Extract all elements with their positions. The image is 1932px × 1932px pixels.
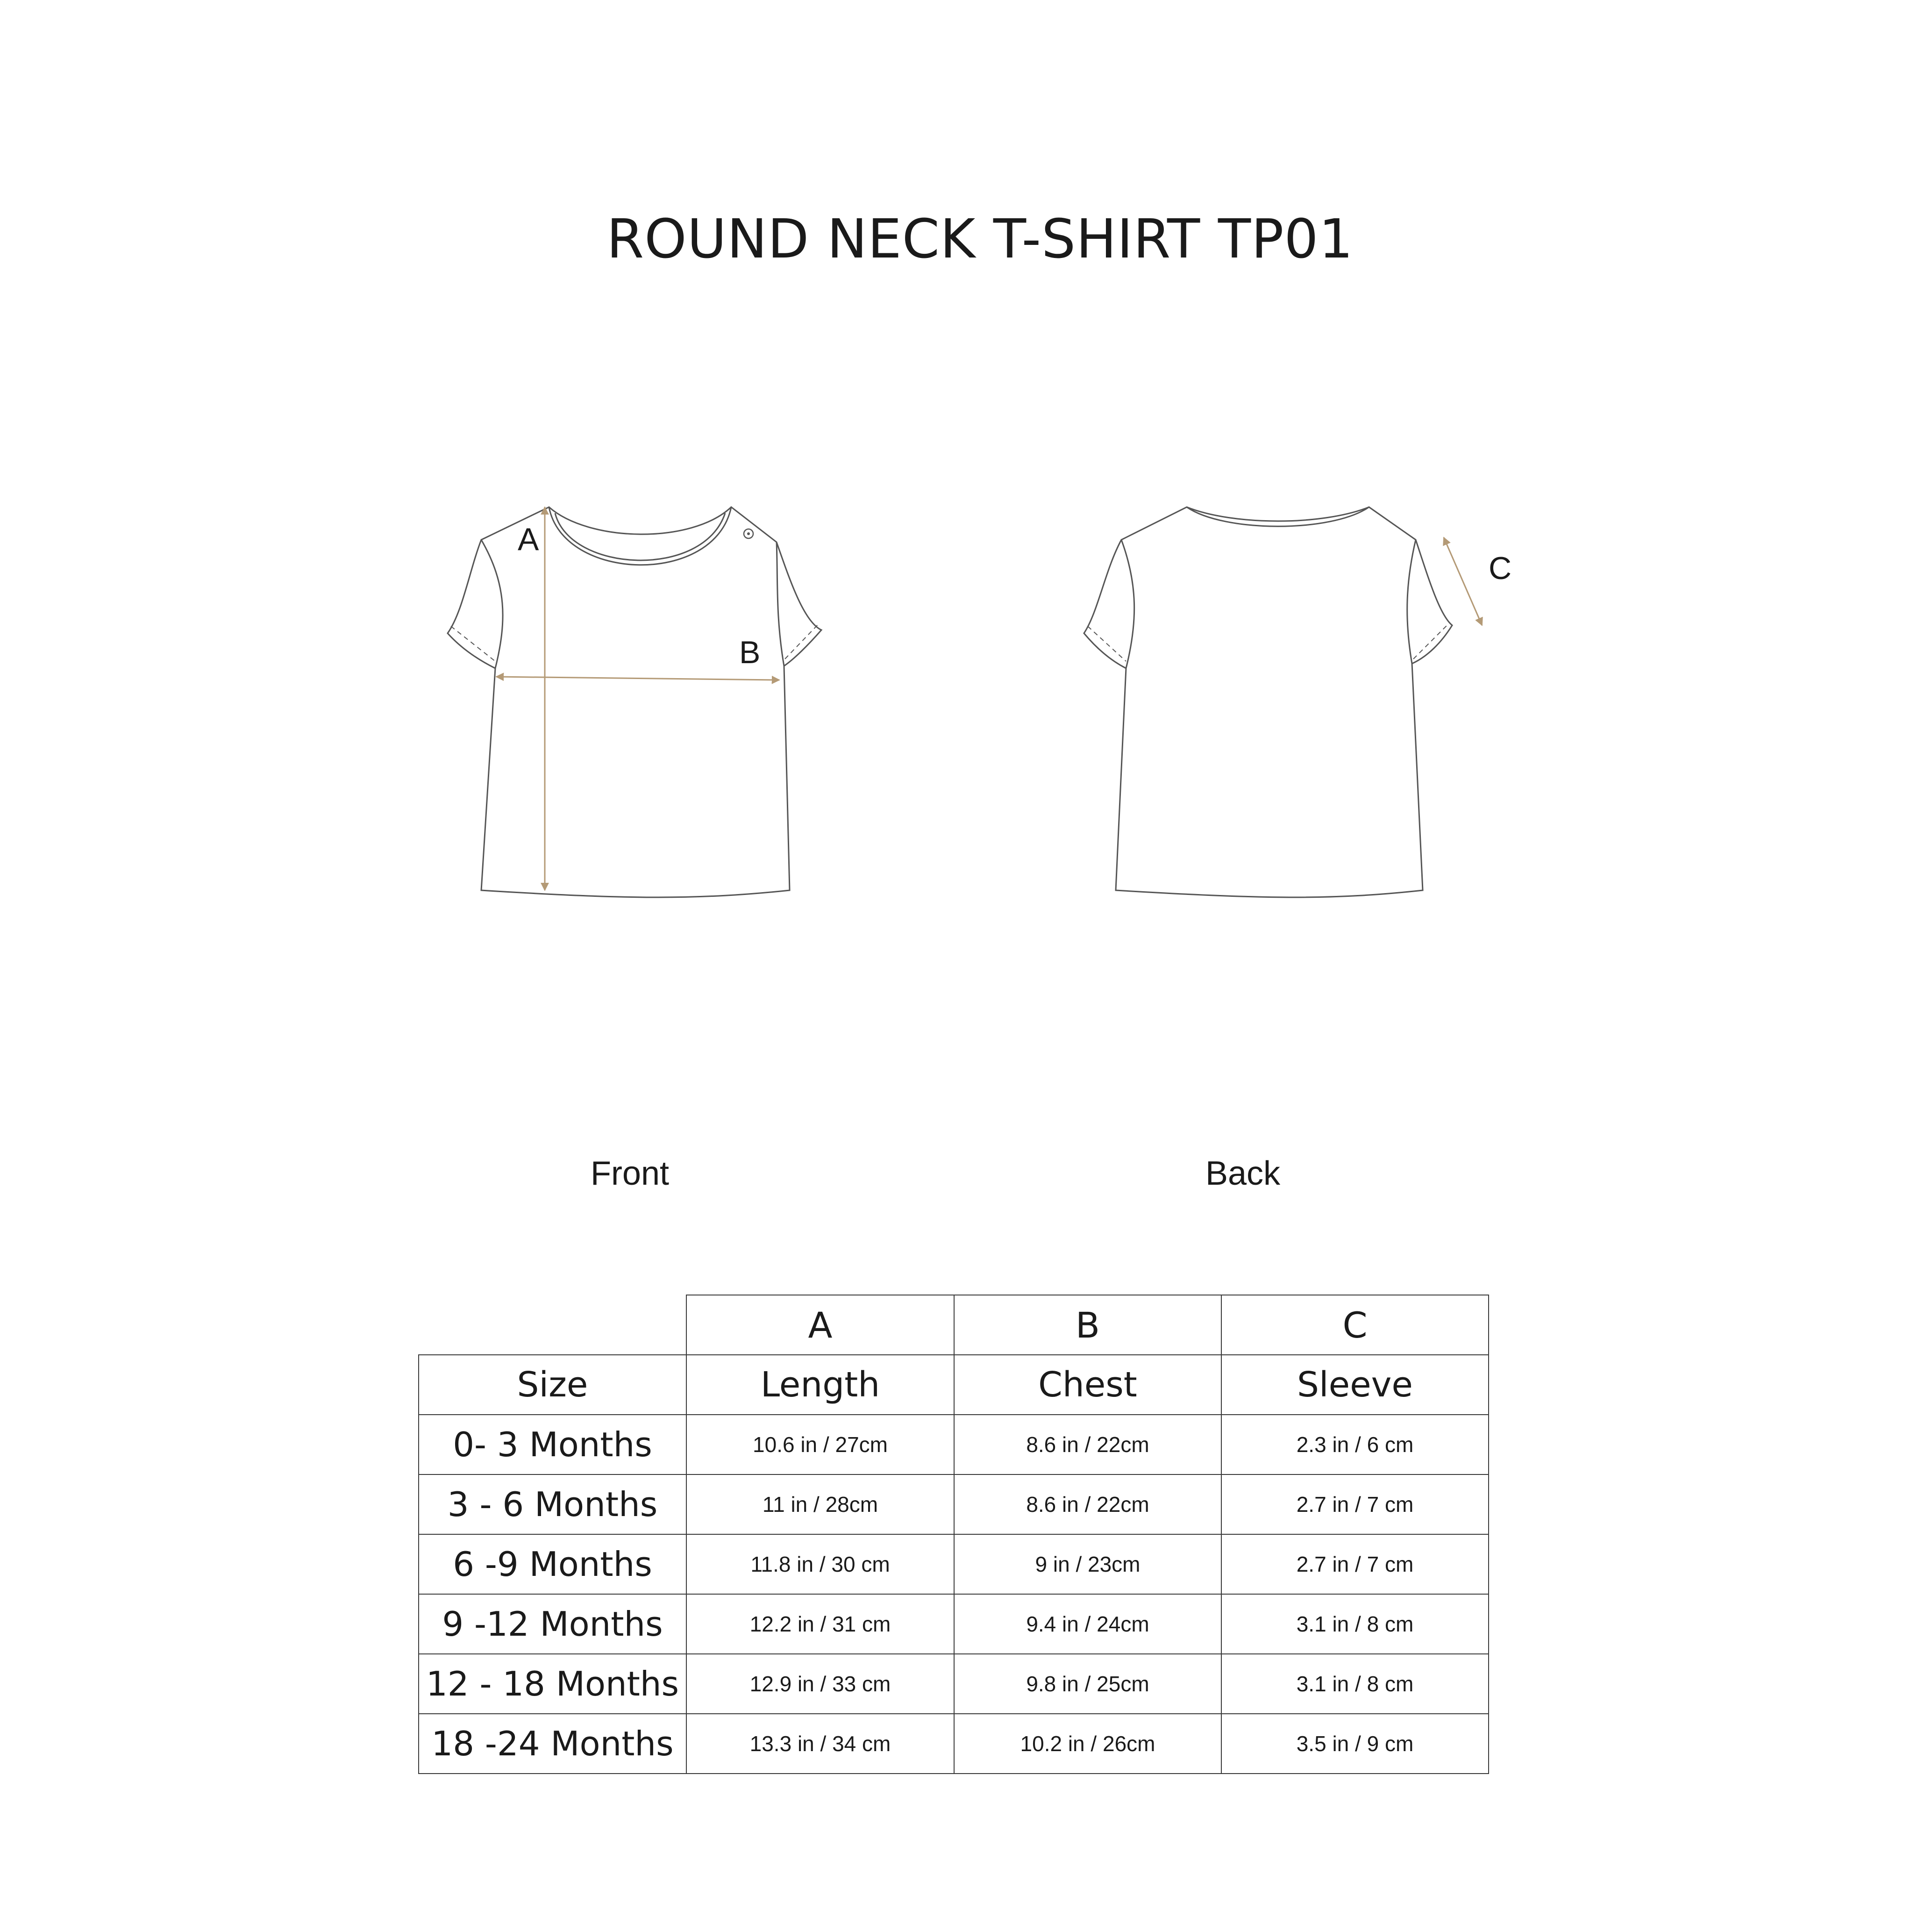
page-title-text: ROUND NECK T-SHIRT TP01 [606, 208, 1354, 271]
column-header-length: Length [686, 1355, 954, 1415]
table-row [419, 1415, 1489, 1474]
table-row [419, 1534, 1489, 1594]
marker-a: A [518, 522, 539, 557]
front-view-label: Front [590, 1155, 670, 1192]
column-header-sleeve: Sleeve [1221, 1355, 1489, 1415]
column-letter-a: A [686, 1295, 954, 1355]
size-chart-table [418, 1295, 1489, 1774]
sleeve-cell: 2.3 in / 6 cm [1221, 1415, 1489, 1474]
size-cell: 6 -9 Months [419, 1534, 686, 1594]
marker-b: B [739, 635, 761, 670]
table-row [419, 1654, 1489, 1714]
back-tshirt-illustration [1084, 507, 1452, 897]
sleeve-cell: 3.1 in / 8 cm [1221, 1594, 1489, 1654]
size-cell: 9 -12 Months [419, 1594, 686, 1654]
sleeve-cell: 3.5 in / 9 cm [1221, 1714, 1489, 1774]
chest-cell: 8.6 in / 22cm [954, 1415, 1221, 1474]
front-tshirt-illustration [448, 507, 821, 897]
sleeve-cell: 2.7 in / 7 cm [1221, 1474, 1489, 1534]
size-cell: 3 - 6 Months [419, 1474, 686, 1534]
length-cell: 11 in / 28cm [686, 1474, 954, 1534]
table-letter-row [419, 1295, 1489, 1355]
table-row [419, 1714, 1489, 1774]
chest-cell: 9.4 in / 24cm [954, 1594, 1221, 1654]
measure-line-b [496, 677, 779, 680]
column-letter-c: C [1221, 1295, 1489, 1355]
length-cell: 11.8 in / 30 cm [686, 1534, 954, 1594]
chest-cell: 9.8 in / 25cm [954, 1654, 1221, 1714]
sleeve-cell: 3.1 in / 8 cm [1221, 1654, 1489, 1714]
back-view-label: Back [1205, 1155, 1281, 1192]
column-header-size: Size [419, 1355, 686, 1415]
length-cell: 12.9 in / 33 cm [686, 1654, 954, 1714]
chest-cell: 8.6 in / 22cm [954, 1474, 1221, 1534]
size-cell: 12 - 18 Months [419, 1654, 686, 1714]
column-letter-b: B [954, 1295, 1221, 1355]
length-cell: 13.3 in / 34 cm [686, 1714, 954, 1774]
table-row [419, 1474, 1489, 1534]
chest-cell: 9 in / 23cm [954, 1534, 1221, 1594]
sleeve-cell: 2.7 in / 7 cm [1221, 1534, 1489, 1594]
column-header-chest: Chest [954, 1355, 1221, 1415]
length-cell: 12.2 in / 31 cm [686, 1594, 954, 1654]
length-cell: 10.6 in / 27cm [686, 1415, 954, 1474]
marker-c: C [1489, 551, 1512, 586]
table-corner-empty [419, 1295, 686, 1355]
table-header-row [419, 1355, 1489, 1415]
table-row [419, 1594, 1489, 1654]
chest-cell: 10.2 in / 26cm [954, 1714, 1221, 1774]
size-cell: 18 -24 Months [419, 1714, 686, 1774]
size-cell: 0- 3 Months [419, 1415, 686, 1474]
measure-line-c [1444, 537, 1482, 625]
